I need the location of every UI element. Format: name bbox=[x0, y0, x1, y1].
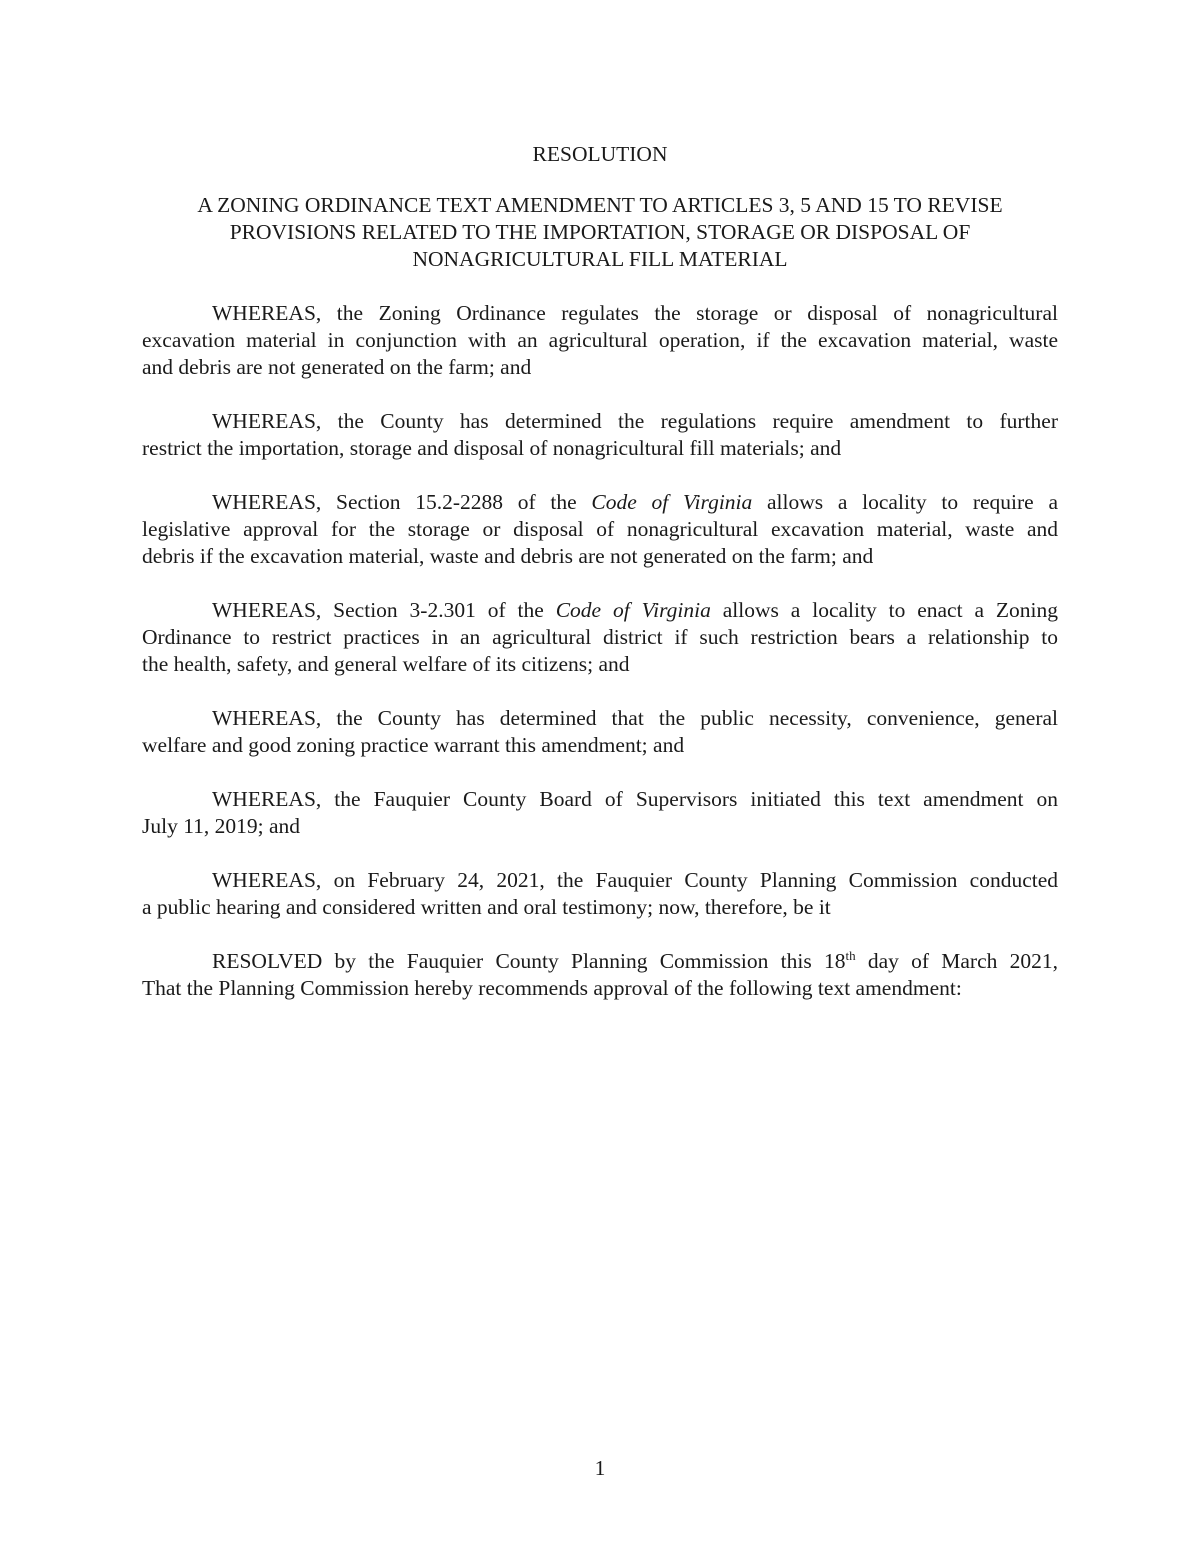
paragraph bbox=[142, 948, 1058, 1002]
text: WHEREAS, the Fauquier County Board of Supervisors initiated this text amendment on bbox=[212, 787, 1058, 811]
text: WHEREAS, Section 3-2.301 of the bbox=[212, 598, 556, 622]
paragraph-line bbox=[142, 786, 1058, 813]
text: That the Planning Commission hereby recommends approval of the following text amendment: bbox=[142, 976, 962, 1000]
paragraph bbox=[142, 489, 1058, 570]
paragraph-line bbox=[142, 705, 1058, 732]
paragraph bbox=[142, 300, 1058, 381]
heading-line: PROVISIONS RELATED TO THE IMPORTATION, STORAGE OR DISPOSAL OF bbox=[229, 220, 971, 244]
paragraph-line bbox=[142, 435, 1058, 462]
paragraph-line bbox=[142, 867, 1058, 894]
paragraph-line bbox=[142, 732, 1058, 759]
paragraph-line bbox=[142, 543, 1058, 570]
paragraph-line bbox=[142, 624, 1058, 651]
text: and debris are not generated on the farm; and bbox=[142, 355, 532, 379]
text: WHEREAS, the County has determined the regulations require amendment to further bbox=[212, 409, 1058, 433]
paragraph-line bbox=[142, 327, 1058, 354]
paragraph-line bbox=[142, 489, 1058, 516]
page-number: 1 bbox=[594, 1456, 606, 1480]
text: WHEREAS, on February 24, 2021, the Fauquier County Planning Commission conducted bbox=[212, 868, 1058, 892]
text: day of March 2021, bbox=[855, 949, 1058, 973]
text: Ordinance to restrict practices in an agricultural district if such restriction bears a relationship to bbox=[142, 625, 1058, 649]
paragraph bbox=[142, 705, 1058, 759]
text: allows a locality to require a bbox=[752, 490, 1058, 514]
paragraph bbox=[142, 597, 1058, 678]
italic-citation: Code of Virginia bbox=[555, 598, 711, 622]
paragraph-line bbox=[142, 300, 1058, 327]
paragraph bbox=[142, 867, 1058, 921]
text: allows a locality to enact a Zoning bbox=[710, 598, 1058, 622]
heading-line: A ZONING ORDINANCE TEXT AMENDMENT TO ARTICLES 3, 5 AND 15 TO REVISE bbox=[197, 193, 1003, 217]
paragraph bbox=[142, 408, 1058, 462]
text: a public hearing and considered written and oral testimony; now, therefore, be it bbox=[142, 895, 831, 919]
paragraph-line bbox=[142, 894, 1058, 921]
paragraph-line bbox=[142, 354, 1058, 381]
text: RESOLVED by the Fauquier County Planning Commission this 18 bbox=[212, 949, 846, 973]
ordinal-suffix: th bbox=[845, 948, 856, 963]
paragraph-line bbox=[142, 948, 1058, 975]
text: excavation material in conjunction with an agricultural operation, if the excavation material, waste bbox=[142, 328, 1058, 352]
paragraph-line bbox=[142, 813, 1058, 840]
paragraph-line bbox=[142, 516, 1058, 543]
document-title: RESOLUTION bbox=[532, 142, 668, 166]
text: restrict the importation, storage and disposal of nonagricultural fill materials; and bbox=[142, 436, 842, 460]
text: welfare and good zoning practice warrant this amendment; and bbox=[142, 733, 685, 757]
text: WHEREAS, the County has determined that the public necessity, convenience, general bbox=[212, 706, 1058, 730]
italic-citation: Code of Virginia bbox=[591, 490, 753, 514]
paragraph-line bbox=[142, 597, 1058, 624]
paragraph-line bbox=[142, 408, 1058, 435]
text: July 11, 2019; and bbox=[142, 814, 301, 838]
paragraph-line bbox=[142, 975, 1058, 1002]
text: WHEREAS, Section 15.2-2288 of the bbox=[212, 490, 592, 514]
resolution-heading bbox=[0, 192, 1200, 273]
text: legislative approval for the storage or disposal of nonagricultural excavation material, waste and bbox=[142, 517, 1058, 541]
paragraph bbox=[142, 786, 1058, 840]
heading-line: NONAGRICULTURAL FILL MATERIAL bbox=[412, 247, 788, 271]
text: the health, safety, and general welfare of its citizens; and bbox=[142, 652, 630, 676]
text: debris if the excavation material, waste and debris are not generated on the farm; and bbox=[142, 544, 874, 568]
paragraph-line bbox=[142, 651, 1058, 678]
text: WHEREAS, the Zoning Ordinance regulates the storage or disposal of nonagricultural bbox=[212, 301, 1058, 325]
